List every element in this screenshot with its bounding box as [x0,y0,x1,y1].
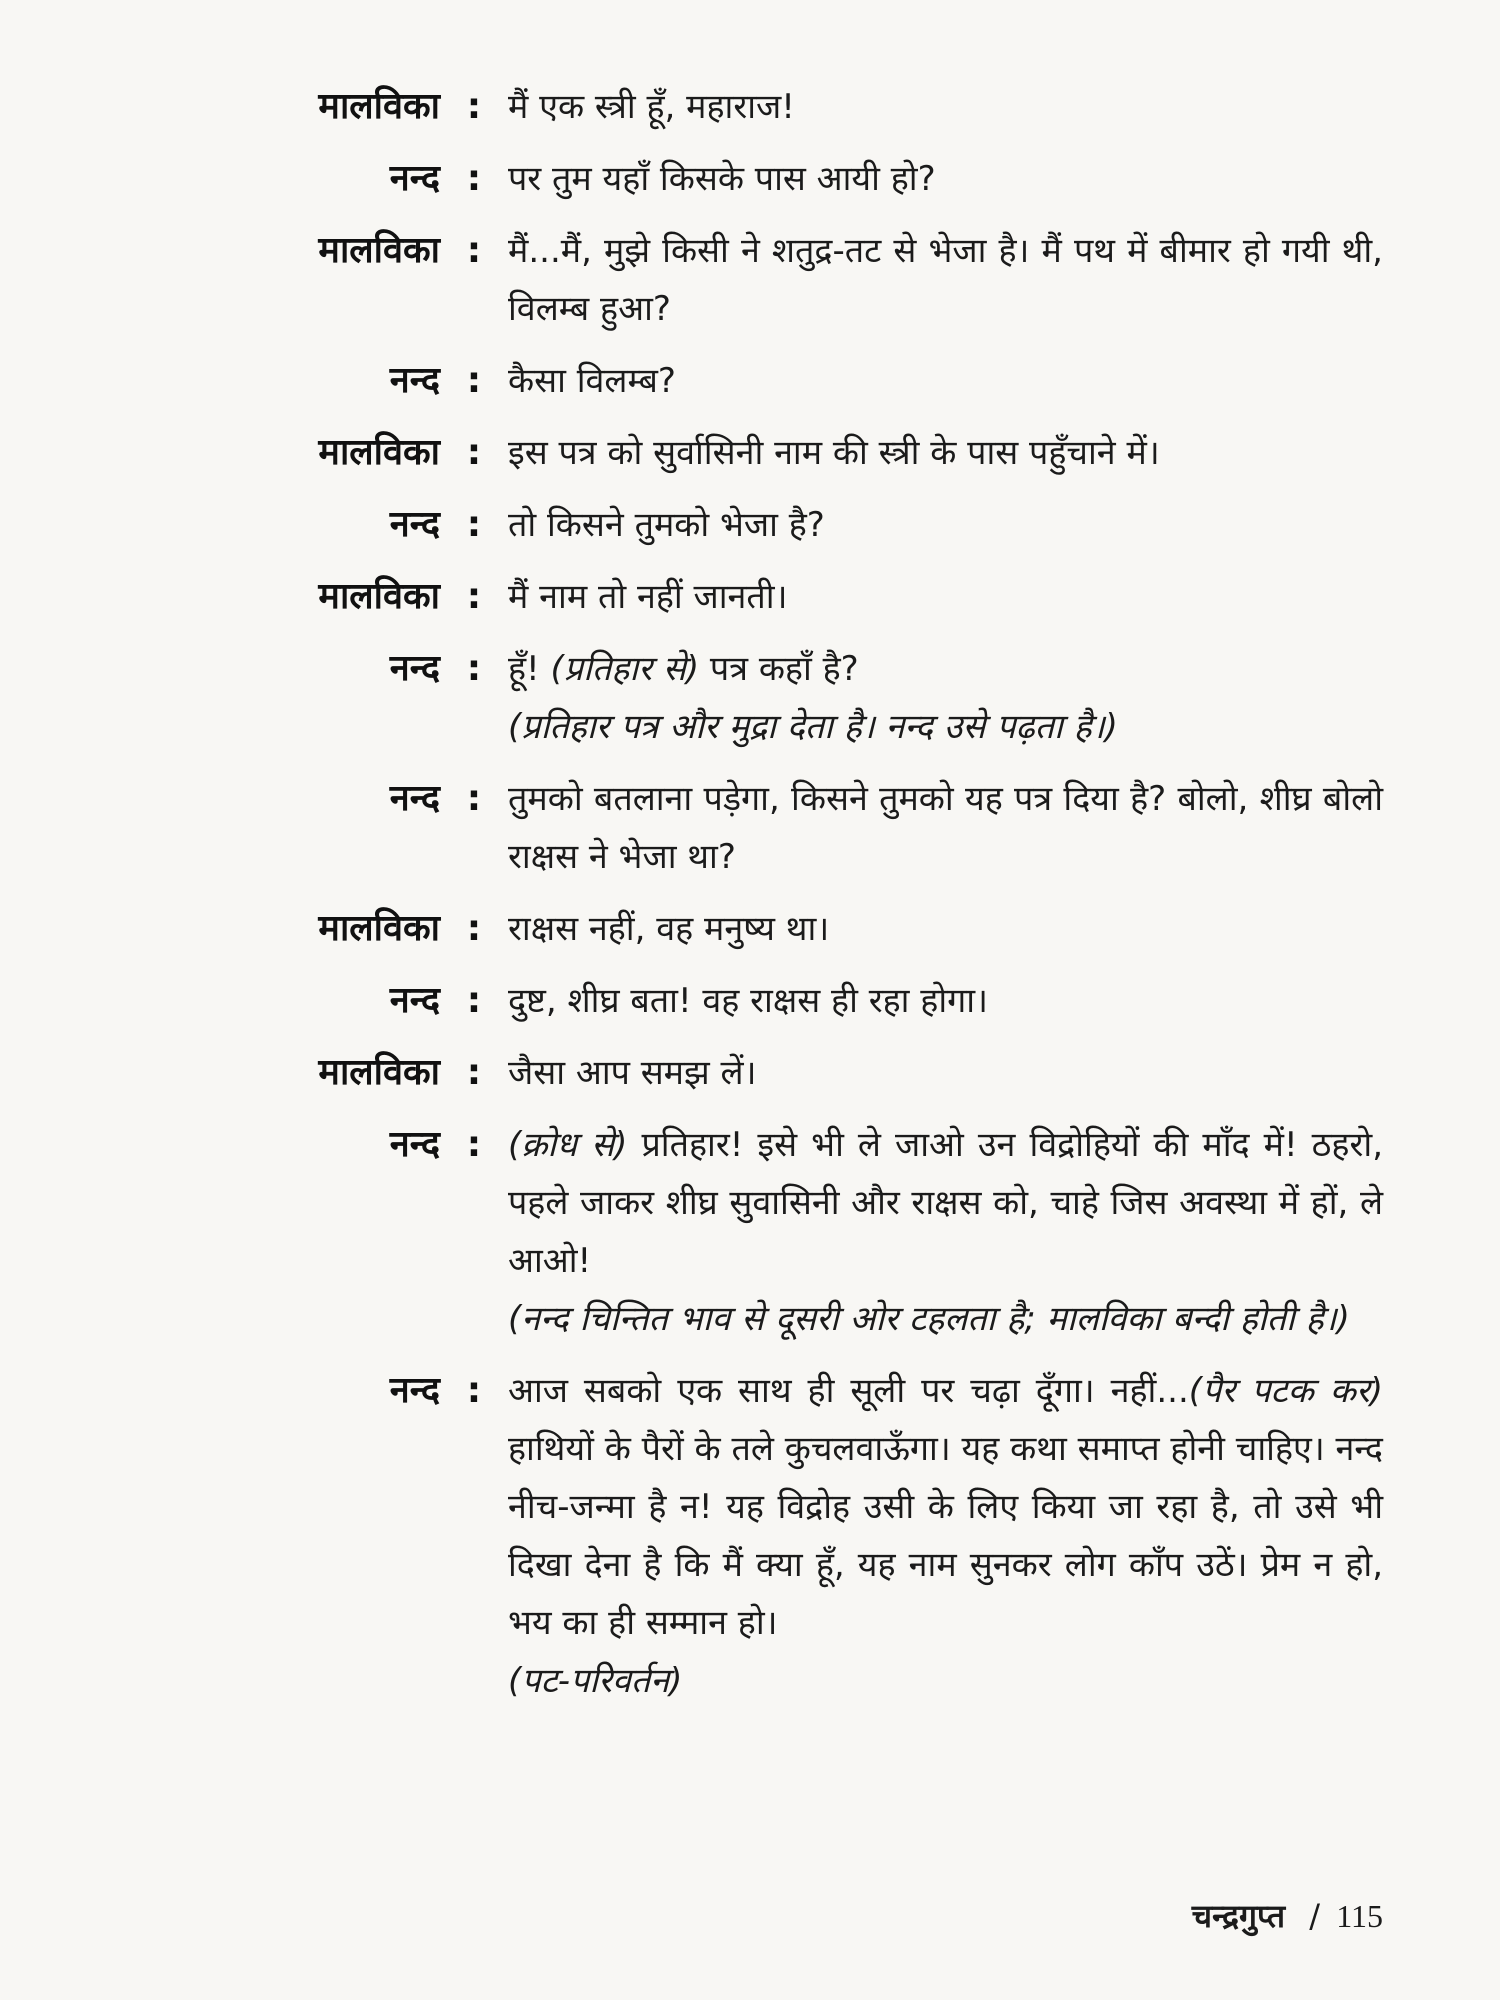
dialogue-text: जैसा आप समझ लें। [508,1053,757,1093]
speaker-name: मालविका [318,86,440,127]
dialogue-text: मैं एक स्त्री हूँ, महाराज! [508,87,795,127]
speaker-colon: : [466,230,482,271]
speaker-name: मालविका [318,576,440,617]
speaker-colon: : [466,1124,482,1165]
dialogue-body [508,496,1383,554]
dialogue-body [508,1362,1383,1710]
dialogue-line [205,222,1385,338]
dialogue-line [205,568,1385,626]
dialogue-body [508,1116,1383,1348]
play-dialogue [205,78,1385,1724]
dialogue-body [508,900,1383,958]
dialogue-body [508,424,1383,482]
dialogue-line [205,972,1385,1030]
dialogue-line [205,496,1385,554]
dialogue-line [205,1116,1385,1348]
speaker-name: नन्द [389,158,440,199]
dialogue-line [205,352,1385,410]
footer-separator: / [1309,1897,1321,1935]
dialogue-text [508,1116,1383,1290]
dialogue-text [508,1362,1383,1652]
dialogue-body [508,568,1383,626]
speaker-colon: : [466,778,482,819]
speaker-colon: : [466,648,482,689]
dialogue-text [508,640,1383,698]
dialogue-line [205,424,1385,482]
speaker-colon: : [466,908,482,949]
dialogue-text: राक्षस नहीं, वह मनुष्य था। [508,909,830,949]
speaker-colon: : [466,1052,482,1093]
dialogue-line [205,1362,1385,1710]
stage-direction: (प्रतिहार पत्र और मुद्रा देता है। नन्द उसे पढ़ता है।) [508,707,1118,747]
page-footer [1192,1896,1383,1936]
dialogue-text: दुष्ट, शीघ्र बता! वह राक्षस ही रहा होगा। [508,981,988,1021]
speaker-name: नन्द [389,360,440,401]
dialogue-body [508,78,1383,136]
dialogue-text: पर तुम यहाँ किसके पास आयी हो? [508,159,936,199]
stage-direction: (पट-परिवर्तन) [508,1661,683,1701]
dialogue-text-end: प्रतिहार! इसे भी ले जाओ उन विद्रोहियों की माँद में! ठहरो, पहले जाकर शीघ्र सुवासिनी और राक्षस को, चाहे जिस अवस्था में हों, ले आओ! [508,1125,1384,1281]
speaker-colon: : [466,576,482,617]
speaker-name: नन्द [389,778,440,819]
dialogue-line [205,150,1385,208]
inline-stage-direction: (प्रतिहार से) [550,649,700,689]
dialogue-body [508,222,1383,338]
speaker-name: मालविका [318,432,440,473]
dialogue-text: मैं नाम तो नहीं जानती। [508,577,788,617]
speaker-name: नन्द [389,1370,440,1411]
dialogue-body [508,352,1383,410]
dialogue-line [205,1044,1385,1102]
dialogue-line [205,78,1385,136]
speaker-name: नन्द [389,648,440,689]
dialogue-body [508,1044,1383,1102]
speaker-colon: : [466,360,482,401]
speaker-colon: : [466,980,482,1021]
book-title: चन्द्रगुप्त [1191,1897,1286,1935]
dialogue-text-end: हाथियों के पैरों के तले कुचलवाऊँगा। यह कथा समाप्त होनी चाहिए। नन्द नीच-जन्मा है न! यह विद्रोह उसी के लिए किया जा रहा है, तो उसे भी दिखा देना है कि मैं क्या हूँ, यह नाम सुनकर लोग काँप उठें। प्रेम न हो, भय का ही सम्मान हो। [508,1429,1383,1643]
dialogue-body [508,972,1383,1030]
dialogue-text: इस पत्र को सुर्वासिनी नाम की स्त्री के पास पहुँचाने में। [508,433,1160,473]
speaker-colon: : [466,158,482,199]
dialogue-body [508,640,1383,756]
speaker-name: मालविका [318,1052,440,1093]
dialogue-text-start: हूँ! [508,649,551,689]
dialogue-text-end: पत्र कहाँ है? [699,649,859,689]
speaker-name: नन्द [389,504,440,545]
speaker-name: नन्द [389,1124,440,1165]
dialogue-text-start: आज सबको एक साथ ही सूली पर चढ़ा दूँगा। नहीं... [508,1371,1189,1411]
page-number: 115 [1336,1898,1383,1934]
dialogue-text: तुमको बतलाना पड़ेगा, किसने तुमको यह पत्र दिया है? बोलो, शीघ्र बोलो राक्षस ने भेजा था? [508,779,1383,877]
dialogue-line [205,900,1385,958]
dialogue-body [508,770,1383,886]
dialogue-body [508,150,1383,208]
speaker-colon: : [466,432,482,473]
speaker-name: मालविका [318,230,440,271]
speaker-colon: : [466,86,482,127]
speaker-name: मालविका [318,908,440,949]
dialogue-text: मैं...मैं, मुझे किसी ने शतुद्र-तट से भेजा है। मैं पथ में बीमार हो गयी थी, विलम्ब हुआ? [508,231,1383,329]
dialogue-text: कैसा विलम्ब? [508,361,676,401]
speaker-name: नन्द [389,980,440,1021]
dialogue-text: तो किसने तुमको भेजा है? [508,505,825,545]
dialogue-line [205,770,1385,886]
inline-stage-direction: (पैर पटक कर) [1188,1371,1383,1411]
stage-direction: (नन्द चिन्तित भाव से दूसरी ओर टहलता है; मालविका बन्दी होती है।) [508,1299,1350,1339]
dialogue-line [205,640,1385,756]
speaker-colon: : [466,504,482,545]
inline-stage-direction: (क्रोध से) [508,1125,628,1165]
speaker-colon: : [466,1370,482,1411]
